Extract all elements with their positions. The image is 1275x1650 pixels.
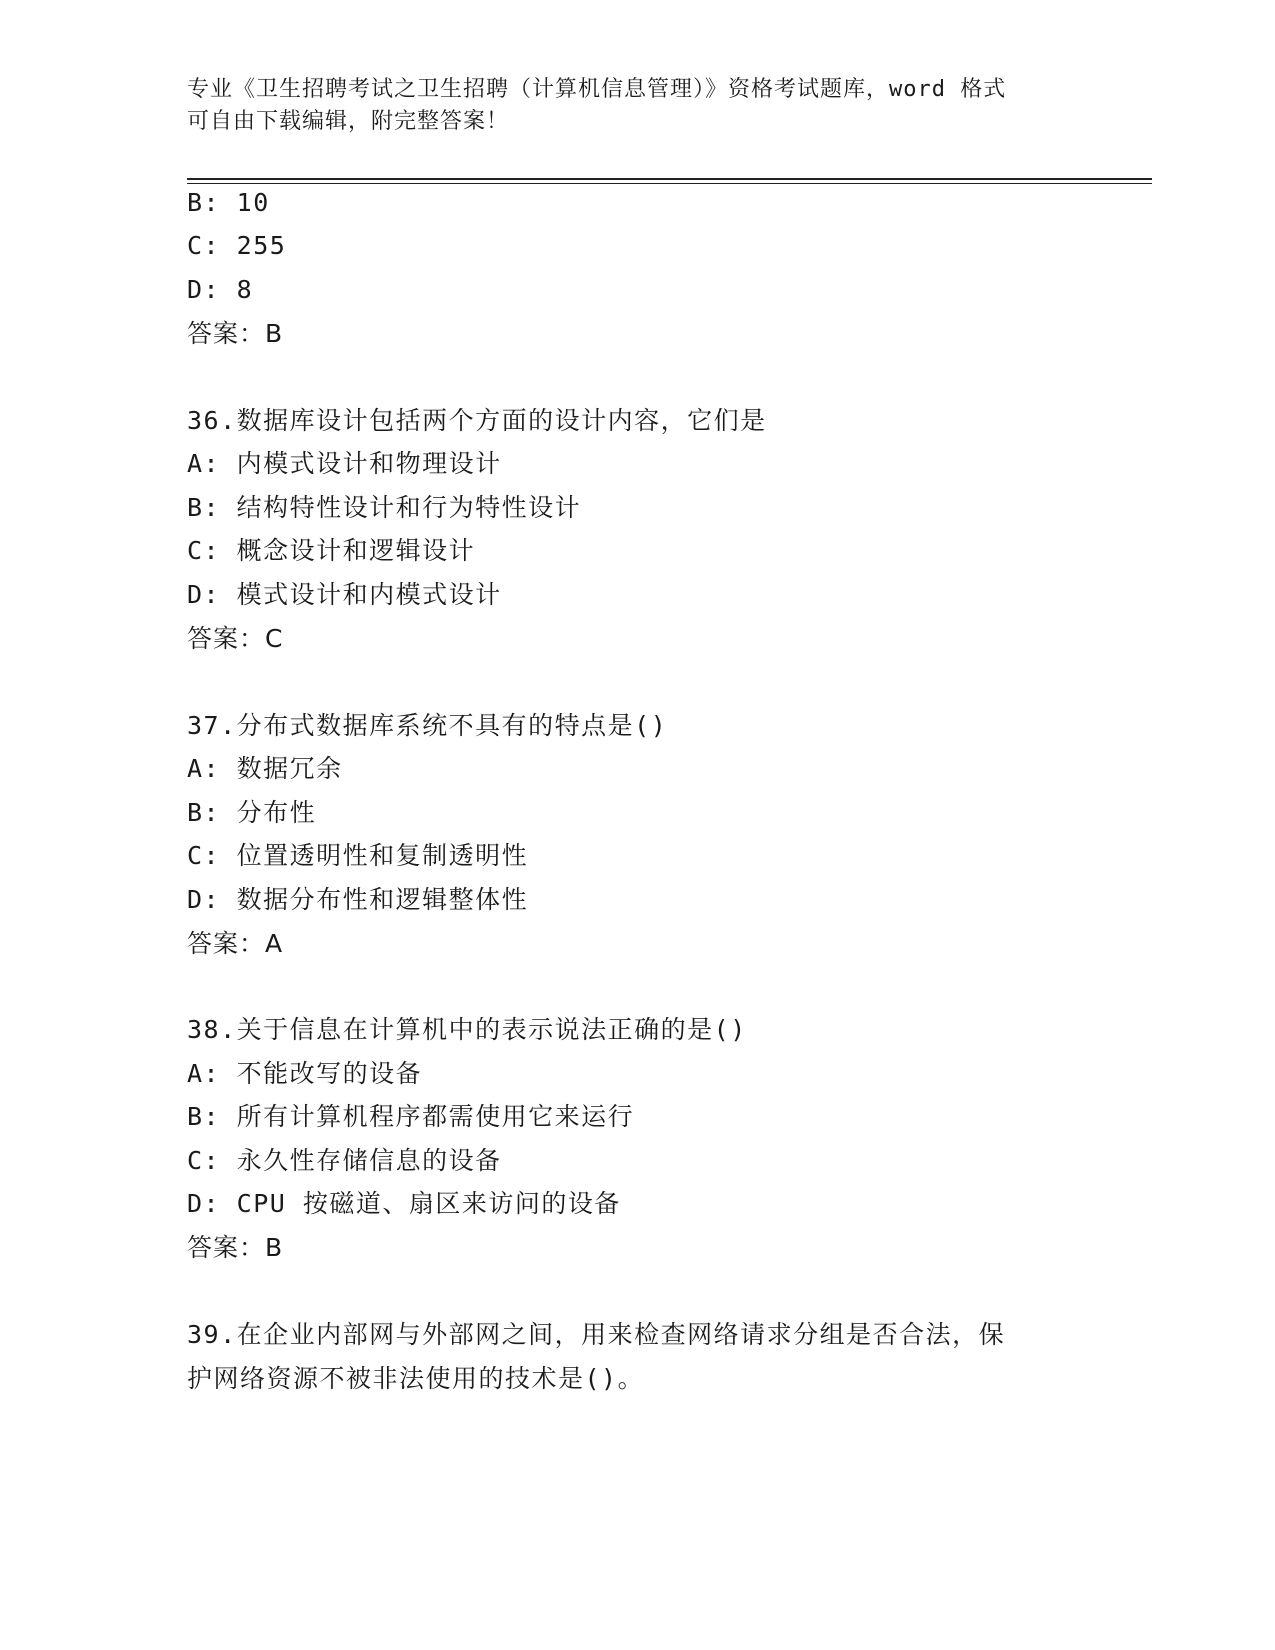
q39-question-line-1: 39.在企业内部网与外部网之间，用来检查网络请求分组是否合法，保 — [187, 1320, 1006, 1349]
header-divider-thin — [187, 183, 1152, 184]
q37-option-a: A: 数据冗余 — [187, 754, 343, 783]
q37-option-b: B: 分布性 — [187, 798, 317, 827]
q36-question: 36.数据库设计包括两个方面的设计内容，它们是 — [187, 406, 767, 435]
header-line-1: 专业《卫生招聘考试之卫生招聘（计算机信息管理）》资格考试题库，word 格式 — [187, 77, 1007, 102]
q37-option-d: D: 数据分布性和逻辑整体性 — [187, 885, 529, 914]
q38-answer: 答案：B — [187, 1233, 284, 1262]
q35-answer: 答案：B — [187, 319, 284, 348]
q36-option-c: C: 概念设计和逻辑设计 — [187, 536, 476, 565]
header-line-2: 可自由下载编辑，附完整答案！ — [187, 109, 510, 134]
q36-option-d: D: 模式设计和内模式设计 — [187, 580, 502, 609]
q35-option-b: B: 10 — [187, 188, 270, 217]
q35-option-c: C: 255 — [187, 231, 287, 260]
q38-option-b: B: 所有计算机程序都需使用它来运行 — [187, 1102, 635, 1131]
q37-answer: 答案：A — [187, 929, 284, 958]
document-header — [187, 74, 1087, 138]
q38-option-a: A: 不能改写的设备 — [187, 1059, 423, 1088]
header-divider-thick — [187, 178, 1152, 180]
q37-question: 37.分布式数据库系统不具有的特点是() — [187, 711, 668, 740]
q38-option-d: D: CPU 按磁道、扇区来访问的设备 — [187, 1189, 621, 1218]
q38-option-c: C: 永久性存储信息的设备 — [187, 1146, 502, 1175]
q37-option-c: C: 位置透明性和复制透明性 — [187, 841, 529, 870]
q36-option-b: B: 结构特性设计和行为特性设计 — [187, 493, 582, 522]
q36-option-a: A: 内模式设计和物理设计 — [187, 449, 502, 478]
q38-question: 38.关于信息在计算机中的表示说法正确的是() — [187, 1015, 747, 1044]
q35-option-d: D: 8 — [187, 275, 254, 304]
q36-answer: 答案：C — [187, 624, 284, 653]
q39-question-line-2: 护网络资源不被非法使用的技术是()。 — [187, 1364, 645, 1393]
